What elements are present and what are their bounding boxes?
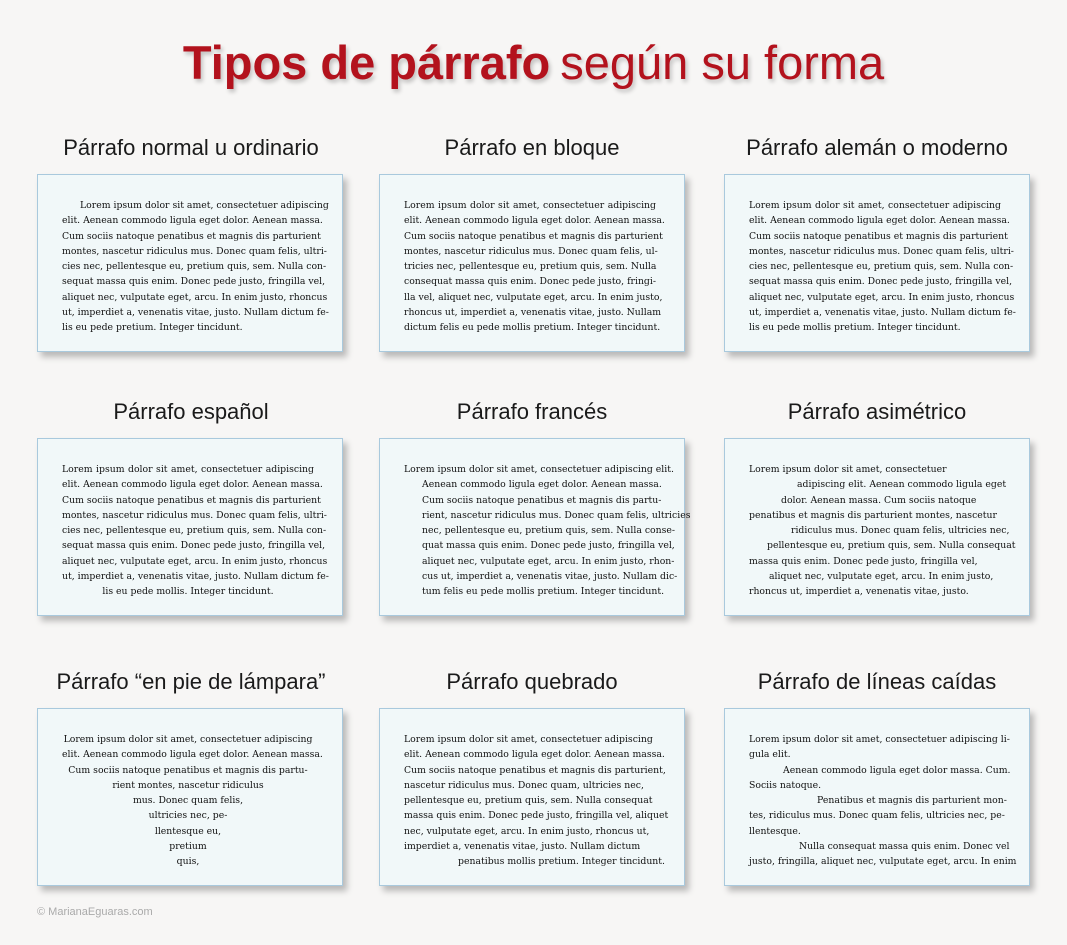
text-line: lis eu pede mollis pretium. Integer tincidunt. bbox=[749, 322, 961, 334]
text-line: nascetur ridiculus mus. Donec quam, ultricies nec, bbox=[404, 779, 644, 791]
paragraph-box-normal bbox=[37, 174, 343, 352]
text-line: Aenean commodo ligula eget dolor massa. Cum. bbox=[783, 764, 1011, 776]
text-line: gula elit. bbox=[749, 749, 791, 761]
text-line: sequat massa quis enim. Donec pede justo, fringilla vel, bbox=[62, 276, 326, 288]
page-title bbox=[0, 34, 1067, 92]
paragraph-text-german bbox=[749, 198, 1016, 336]
text-line: ut, imperdiet a, venenatis vitae, justo. Nullam dictum fe- bbox=[749, 307, 1016, 319]
text-line: lis eu pede pretium. Integer tincidunt. bbox=[62, 322, 243, 334]
text-line: quat massa quis enim. Donec pede justo, fringilla vel, bbox=[422, 540, 675, 552]
text-line: aliquet nec, vulputate eget, arcu. In enim justo, rhon- bbox=[422, 555, 675, 567]
text-line: rient, nascetur ridiculus mus. Donec quam felis, ultricies bbox=[422, 509, 691, 521]
page-title-bold: Tipos de párrafo bbox=[182, 36, 551, 89]
text-line: Cum sociis natoque penatibus et magnis dis parturient bbox=[404, 230, 663, 242]
text-line: cies nec, pellentesque eu, pretium quis, sem. Nulla con- bbox=[62, 261, 327, 273]
text-line: tes, ridiculus mus. Donec quam felis, ultricies nec, pe- bbox=[749, 810, 1005, 822]
page-title-light: según su forma bbox=[560, 36, 885, 89]
text-line: Lorem ipsum dolor sit amet, consectetuer adipiscing bbox=[63, 734, 313, 745]
text-line: elit. Aenean commodo ligula eget dolor. Aenean massa. bbox=[404, 215, 665, 227]
text-line: tum felis eu pede mollis pretium. Integer tincidunt. bbox=[422, 586, 665, 598]
text-line: cies nec, pellentesque eu, pretium quis, sem. Nulla con- bbox=[749, 261, 1014, 273]
text-line: imperdiet a, venenatis vitae, justo. Nullam dictum bbox=[404, 841, 641, 853]
text-line: ut, imperdiet a, venenatis vitae, justo. Nullam dictum fe- bbox=[62, 307, 329, 319]
text-line: elit. Aenean commodo ligula eget dolor. Aenean massa. bbox=[749, 215, 1010, 227]
text-line: aliquet nec, vulputate eget, arcu. In enim justo, rhoncus bbox=[62, 291, 328, 303]
text-line: massa quis enim. Donec pede justo, fringilla vel, aliquet bbox=[404, 810, 669, 822]
paragraph-box-asymmetric bbox=[724, 438, 1030, 616]
paragraph-box-block bbox=[379, 174, 685, 352]
copyright-credit: © MarianaEguaras.com bbox=[37, 906, 153, 918]
text-line: Cum sociis natoque penatibus et magnis dis parturient bbox=[62, 494, 321, 506]
text-line: lis eu pede mollis. Integer tincidunt. bbox=[102, 586, 274, 598]
text-line: pretium bbox=[169, 841, 207, 853]
text-line: Lorem ipsum dolor sit amet, consectetuer adipiscing bbox=[62, 464, 314, 475]
text-line: Lorem ipsum dolor sit amet, consectetuer adipiscing bbox=[80, 200, 329, 211]
heading-broken: Párrafo quebrado bbox=[446, 669, 618, 694]
text-line: Lorem ipsum dolor sit amet, consectetuer adipiscing elit. bbox=[404, 464, 674, 475]
text-line: cus ut, imperdiet a, venenatis vitae, justo. Nullam dic- bbox=[422, 571, 678, 583]
paragraph-text-lamp-foot bbox=[62, 732, 323, 870]
text-line: massa quis enim. Donec pede justo, fringilla vel, bbox=[749, 555, 978, 567]
text-line: Penatibus et magnis dis parturient mon- bbox=[817, 795, 1007, 807]
text-line: aliquet nec, vulputate eget, arcu. In enim justo, rhoncus bbox=[62, 555, 328, 567]
text-line: montes, nascetur ridiculus mus. Donec quam felis, ultri- bbox=[749, 245, 1014, 257]
text-line: nec, vulputate eget, arcu. In enim justo, rhoncus ut, bbox=[404, 825, 650, 837]
text-line: penatibus et magnis dis parturient montes, nascetur bbox=[749, 509, 997, 521]
text-line: Cum sociis natoque penatibus et magnis dis parturient bbox=[749, 230, 1008, 242]
heading-lamp-foot: Párrafo “en pie de lámpara” bbox=[56, 669, 326, 694]
text-line: Cum sociis natoque penatibus et magnis dis parturient bbox=[62, 230, 321, 242]
text-line: adipiscing elit. Aenean commodo ligula eget bbox=[797, 479, 1007, 491]
text-line: dolor. Aenean massa. Cum sociis natoque bbox=[781, 494, 977, 506]
heading-dropped-lines: Párrafo de líneas caídas bbox=[757, 669, 997, 694]
text-line: ultricies nec, pe- bbox=[148, 810, 228, 822]
text-line: pellentesque eu, pretium quis, sem. Nulla consequat bbox=[767, 540, 1016, 552]
text-line: quis, bbox=[176, 856, 200, 868]
text-line: montes, nascetur ridiculus mus. Donec quam felis, ultri- bbox=[62, 509, 327, 521]
paragraph-text-french bbox=[404, 462, 691, 600]
text-line: Cum sociis natoque penatibus et magnis dis parturient, bbox=[404, 764, 666, 776]
text-line: montes, nascetur ridiculus mus. Donec quam felis, ul- bbox=[404, 245, 658, 257]
text-line: tricies nec, pellentesque eu, pretium quis, sem. Nulla bbox=[404, 261, 657, 273]
text-line: justo, fringilla, aliquet nec, vulputate eget, arcu. In enim bbox=[749, 856, 1017, 868]
text-line: elit. Aenean commodo ligula eget dolor. Aenean massa. bbox=[404, 749, 665, 761]
heading-normal: Párrafo normal u ordinario bbox=[63, 135, 319, 160]
heading-french: Párrafo francés bbox=[456, 399, 608, 424]
text-line: elit. Aenean commodo ligula eget dolor. Aenean massa. bbox=[62, 479, 323, 491]
text-line: rhoncus ut, imperdiet a, venenatis vitae, justo. bbox=[749, 586, 969, 598]
heading-spanish: Párrafo español bbox=[113, 399, 269, 424]
text-line: Cum sociis natoque penatibus et magnis dis partu- bbox=[422, 494, 662, 506]
paragraph-text-normal bbox=[62, 198, 329, 336]
text-line: mus. Donec quam felis, bbox=[132, 795, 244, 807]
text-line: Lorem ipsum dolor sit amet, consectetuer adipiscing bbox=[404, 200, 656, 211]
text-line: Lorem ipsum dolor sit amet, consectetuer adipiscing bbox=[404, 734, 653, 745]
text-line: aliquet nec, vulputate eget, arcu. In enim justo, bbox=[769, 571, 994, 583]
text-line: ut, imperdiet a, venenatis vitae, justo. Nullam dictum fe- bbox=[62, 571, 329, 583]
text-line: penatibus mollis pretium. Integer tincidunt. bbox=[458, 856, 665, 868]
text-line: aliquet nec, vulputate eget, arcu. In enim justo, rhoncus bbox=[749, 291, 1015, 303]
text-line: nec, pellentesque eu, pretium quis, sem. Nulla conse- bbox=[422, 525, 676, 537]
text-line: Cum sociis natoque penatibus et magnis dis partu- bbox=[68, 764, 308, 776]
paragraph-box-spanish bbox=[37, 438, 343, 616]
text-line: elit. Aenean commodo ligula eget dolor. Aenean massa. bbox=[62, 749, 323, 761]
text-line: ridiculus mus. Donec quam felis, ultricies nec, bbox=[791, 525, 1010, 537]
paragraph-text-broken bbox=[404, 732, 669, 870]
text-line: lla vel, aliquet nec, vulputate eget, arcu. In enim justo, bbox=[404, 291, 663, 303]
text-line: Aenean commodo ligula eget dolor. Aenean massa. bbox=[422, 479, 662, 491]
paragraph-text-asymmetric bbox=[749, 462, 1016, 600]
text-line: pellentesque eu, pretium quis, sem. Nulla consequat bbox=[404, 795, 653, 807]
paragraph-box-german bbox=[724, 174, 1030, 352]
text-line: rhoncus ut, imperdiet a, venenatis vitae, justo. Nullam bbox=[404, 307, 662, 319]
text-line: sequat massa quis enim. Donec pede justo, fringilla vel, bbox=[749, 276, 1013, 288]
text-line: elit. Aenean commodo ligula eget dolor. Aenean massa. bbox=[62, 215, 323, 227]
text-line: Lorem ipsum dolor sit amet, consectetuer bbox=[749, 464, 947, 475]
paragraph-text-spanish bbox=[62, 462, 329, 600]
paragraph-box-lamp-foot bbox=[37, 708, 343, 886]
paragraph-text-dropped-lines bbox=[749, 732, 1017, 870]
text-line: llentesque. bbox=[749, 825, 801, 837]
heading-german: Párrafo alemán o moderno bbox=[746, 135, 1008, 160]
paragraph-text-block bbox=[404, 198, 665, 336]
heading-block: Párrafo en bloque bbox=[444, 135, 620, 160]
text-line: Lorem ipsum dolor sit amet, consectetuer adipiscing li- bbox=[749, 734, 1010, 745]
text-line: llentesque eu, bbox=[154, 825, 222, 837]
text-line: Lorem ipsum dolor sit amet, consectetuer adipiscing bbox=[749, 200, 1001, 211]
paragraph-box-french bbox=[379, 438, 691, 616]
text-line: sequat massa quis enim. Donec pede justo, fringilla vel, bbox=[62, 540, 326, 552]
text-line: dictum felis eu pede mollis pretium. Integer tincidunt. bbox=[404, 322, 661, 334]
heading-asymmetric: Párrafo asimétrico bbox=[787, 399, 967, 424]
text-line: cies nec, pellentesque eu, pretium quis, sem. Nulla con- bbox=[62, 525, 327, 537]
paragraph-box-dropped-lines bbox=[724, 708, 1030, 886]
text-line: Sociis natoque. bbox=[749, 779, 822, 791]
text-line: consequat massa quis enim. Donec pede justo, fringi- bbox=[404, 276, 656, 288]
text-line: Nulla consequat massa quis enim. Donec vel bbox=[799, 841, 1010, 853]
paragraph-box-broken bbox=[379, 708, 685, 886]
text-line: rient montes, nascetur ridiculus bbox=[112, 779, 264, 791]
text-line: montes, nascetur ridiculus mus. Donec quam felis, ultri- bbox=[62, 245, 327, 257]
